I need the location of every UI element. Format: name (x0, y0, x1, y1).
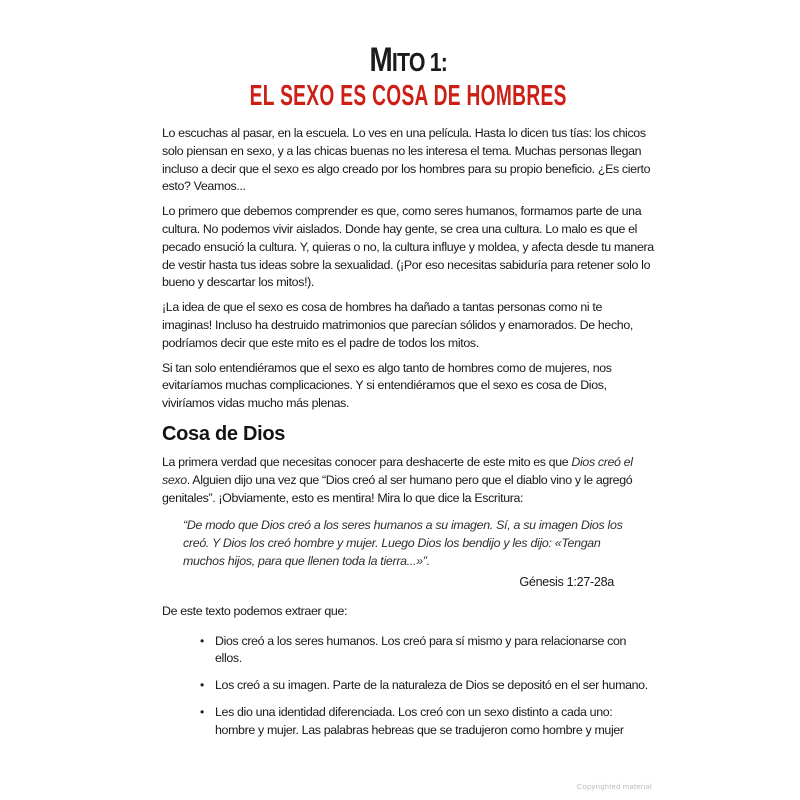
copyright-notice: Copyrighted material (576, 782, 652, 791)
chapter-subtitle (162, 81, 654, 113)
list-item (200, 633, 648, 669)
list-intro: De este texto podemos extraer que: (162, 603, 348, 618)
bullet-icon: • (200, 704, 204, 719)
bullet-icon: • (200, 633, 204, 648)
chapter-subtitle-text: EL SEXO ES COSA DE HOMBRES (249, 80, 567, 112)
intro-paragraph-2: Lo primero que debemos comprender es que, como seres humanos, formamos parte de una cultura. No podemos vivir aislados. Donde hay gente, se crea una cultura. Lo malo es que el pecado ensució la cultura. Y, quieras o no, la cultura influye y moldea, y afecta desde tu manera de vestir hasta tus ideas sobre la sexualidad. (¡Por eso necesitas sabiduría para retener solo lo bueno y descartar los mitos!). (162, 204, 654, 290)
section-heading: Cosa de Dios (162, 422, 286, 445)
intro-paragraph-4: Si tan solo entendiéramos que el sexo es algo tanto de hombres como de mujeres, nos evitaríamos muchas complicaciones. Y si entendiéramos que el sexo es cosa de Dios, viviríamos vidas mucho más plenas. (162, 360, 612, 411)
list-item (200, 677, 648, 695)
intro-paragraph-3: ¡La idea de que el sexo es cosa de hombres ha dañado a tantas personas como ni te imaginas! Incluso ha destruido matrimonios que parecían sólidos y enamorados. De hecho, podríamos decir que este mito es el padre de todos los mitos. (162, 300, 633, 350)
list-item (200, 704, 648, 740)
section-paragraph-tail: . Alguien dijo una vez que “Dios creó al ser humano pero que el diablo vino y le agregó genitales”. ¡Obviamente, esto es mentira! Mira lo que dice la Escritura: (162, 472, 633, 505)
list-item-text: Dios creó a los seres humanos. Los creó para sí mismo y para relacionarse con ellos. (215, 633, 627, 666)
section-paragraph-emphasis: Dios creó el sexo (162, 454, 633, 487)
chapter-title-text (369, 41, 447, 79)
intro-paragraph-1: Lo escuchas al pasar, en la escuela. Lo ves en una película. Hasta lo dicen tus tías: los chicos solo piensan en sexo, y a las chicas buenas no les interesa el tema. Muchas personas llegan incluso a decir que el sexo es algo creado por los hombres para su propio beneficio. ¿Es cierto esto? Veamos... (162, 126, 651, 194)
body-text-column (162, 125, 654, 740)
list-item-text: Les dio una identidad diferenciada. Los creó con un sexo distinto a cada uno: hombre y mujer. Las palabras hebreas que se tradujeron como hombre y mujer (215, 704, 624, 737)
bullet-icon: • (200, 678, 204, 693)
chapter-title-dropcap: M (369, 41, 392, 79)
section-paragraph-lead: La primera verdad que necesitas conocer para deshacerte de este mito es que (162, 454, 572, 469)
chapter-title (162, 41, 654, 79)
list-item-text: Los creó a su imagen. Parte de la naturaleza de Dios se depositó en el ser humano. (215, 678, 648, 693)
takeaways-list (200, 633, 648, 740)
scripture-quote: “De modo que Dios creó a los seres humanos a su imagen. Sí, a su imagen Dios los creó. Y Dios los creó hombre y mujer. Luego Dios los bendijo y les dijo: «Tengan muchos hijos, para que llenen toda la tierra...»”. (183, 518, 623, 568)
scripture-reference: Génesis 1:27-28a (519, 574, 614, 589)
chapter-title-rest: ITO 1: (391, 47, 447, 77)
section-paragraph (162, 454, 654, 507)
